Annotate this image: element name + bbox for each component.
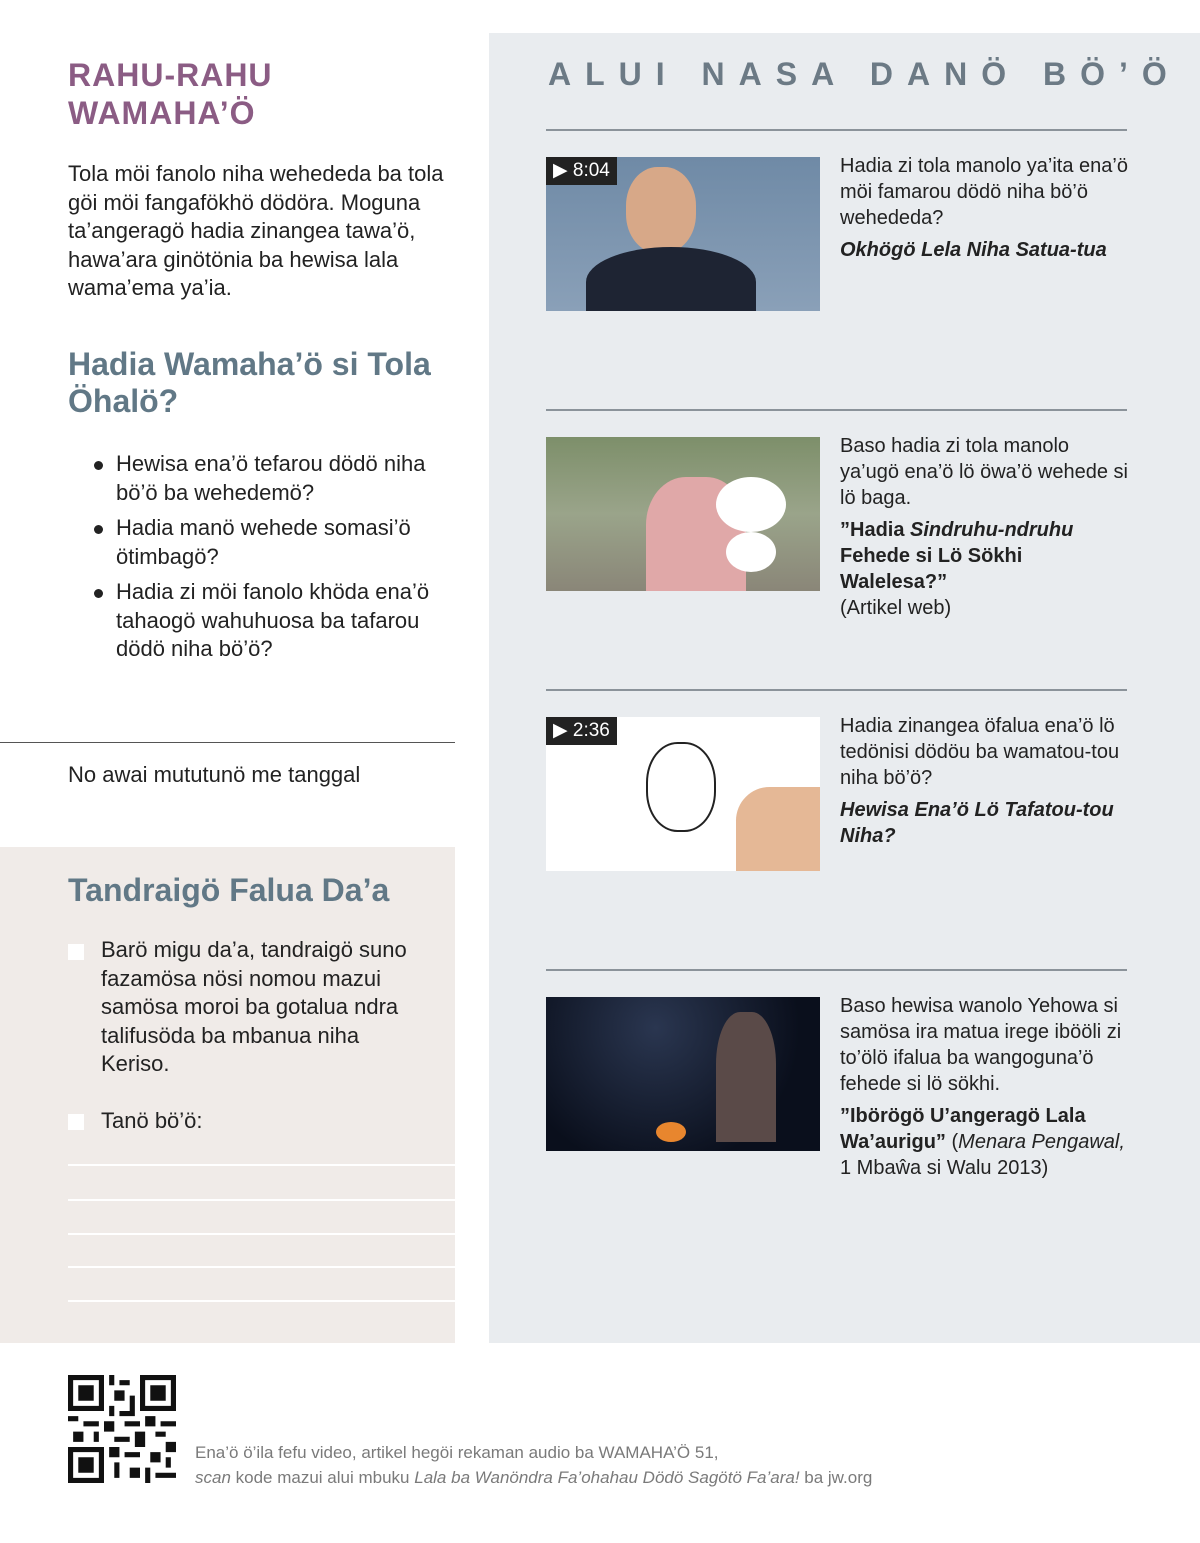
divider	[546, 689, 1127, 691]
divider	[546, 129, 1127, 131]
video-title-link[interactable]: Hewisa Ena’ö Lö Tafatou-tou Niha?	[840, 799, 1114, 847]
article-title-link[interactable]: ”Ibörögö U’angeragö Lala Wa’aurigu” (Menara Pengawal, 1 Mbaŵa si Walu 2013)	[840, 1105, 1125, 1179]
footer-line: scan kode mazui alui mbuku Lala ba Wanöndra Fa’ohahau Dödö Sagötö Fa’ara! ba jw.org	[195, 1468, 873, 1487]
source-label: (Artikel web)	[840, 597, 952, 619]
goal-other-label: Tanö bö’ö:	[101, 1108, 203, 1133]
question-heading: Hadia Wamaha’ö si Tola Öhalö?	[68, 346, 431, 419]
completion-date-label: No awai mututunö me tanggal	[68, 762, 361, 787]
write-line[interactable]	[68, 1300, 455, 1302]
write-line[interactable]	[68, 1199, 455, 1201]
drawn-face	[646, 742, 716, 832]
footer-line: Ena’ö ö’ila fefu video, artikel hegöi rekaman audio ba WAMAHA’Ö 51,	[195, 1443, 719, 1462]
qr-code[interactable]	[68, 1375, 176, 1483]
item-description: Hadia zinangea öfalua ena’ö lö tedönisi dödöu ba wamatou-tou niha bö’ö?	[840, 715, 1120, 789]
question-item: Hadia zi möi fanolo khöda ena’ö tahaogö wahuhuosa ba tafarou dödö niha bö’ö?	[90, 578, 455, 664]
write-line[interactable]	[68, 1266, 455, 1268]
speaker-face	[626, 167, 696, 253]
divider	[546, 969, 1127, 971]
video-thumbnail[interactable]	[546, 157, 820, 311]
speech-bubble-icon	[716, 477, 786, 532]
article-4	[840, 993, 1130, 1181]
item-description: Baso hadia zi tola manolo ya’ugö ena’ö lö öwa’ö wehede si lö baga.	[840, 435, 1128, 509]
man-figure	[716, 1012, 776, 1142]
article-image[interactable]	[546, 437, 820, 591]
article-3	[840, 713, 1130, 849]
speaker-suit	[586, 247, 756, 311]
article-image[interactable]	[546, 997, 820, 1151]
question-item: Hewisa ena’ö tefarou dödö niha bö’ö ba wehedemö?	[90, 450, 455, 507]
goal-box	[0, 847, 455, 1343]
divider	[546, 409, 1127, 411]
question-item: Hadia manö wehede somasi’ö ötimbagö?	[90, 514, 455, 571]
article-1	[840, 153, 1130, 263]
goal-checkbox[interactable]	[68, 1114, 84, 1130]
lantern	[656, 1122, 686, 1142]
video-title-link[interactable]: Okhögö Lela Niha Satua-tua	[840, 239, 1107, 261]
video-thumbnail[interactable]	[546, 717, 820, 871]
intro-text: Tola möi fanolo niha wehededa ba tola göi möi fangafökhö dödöra. Moguna ta’angeragö hadia zinangea tawa’ö, hawa’ara ginötönia ba hewisa lala wama’ema ya’ia.	[68, 161, 444, 300]
goal-checkbox[interactable]	[68, 944, 84, 960]
panel-title: ALUI NASA DANÖ BÖ’Ö	[548, 56, 1181, 92]
drawing-hand	[736, 787, 820, 871]
goal-text: Barö migu da’a, tandraigö suno fazamösa nösi nomou mazui samösa moroi ba gotalua ndra talifusöda ba mbanua niha Keriso.	[101, 937, 407, 1076]
item-description: Baso hewisa wanolo Yehowa si samösa ira matua irege ibööli zi to’ölö ifalua ba wangoguna’ö fehede si lö sökhi.	[840, 995, 1122, 1095]
video-duration: ▶ 2:36	[546, 717, 617, 745]
write-line[interactable]	[68, 1164, 455, 1166]
goal-heading: Tandraigö Falua Da’a	[68, 872, 390, 908]
lesson-title: RAHU-RAHU WAMAHA’Ö	[68, 57, 273, 131]
divider	[0, 742, 455, 743]
write-line[interactable]	[68, 1233, 455, 1235]
item-description: Hadia zi tola manolo ya’ita ena’ö möi famarou dödö niha bö’ö wehededa?	[840, 155, 1128, 229]
article-title-link[interactable]: ”Hadia Sindruhu-ndruhu Fehede si Lö Sökhi Walelesa?”	[840, 519, 1074, 593]
video-duration: ▶ 8:04	[546, 157, 617, 185]
footer-note	[195, 1440, 872, 1490]
speech-bubble-icon	[726, 532, 776, 572]
question-list	[90, 450, 455, 671]
article-2	[840, 433, 1130, 621]
